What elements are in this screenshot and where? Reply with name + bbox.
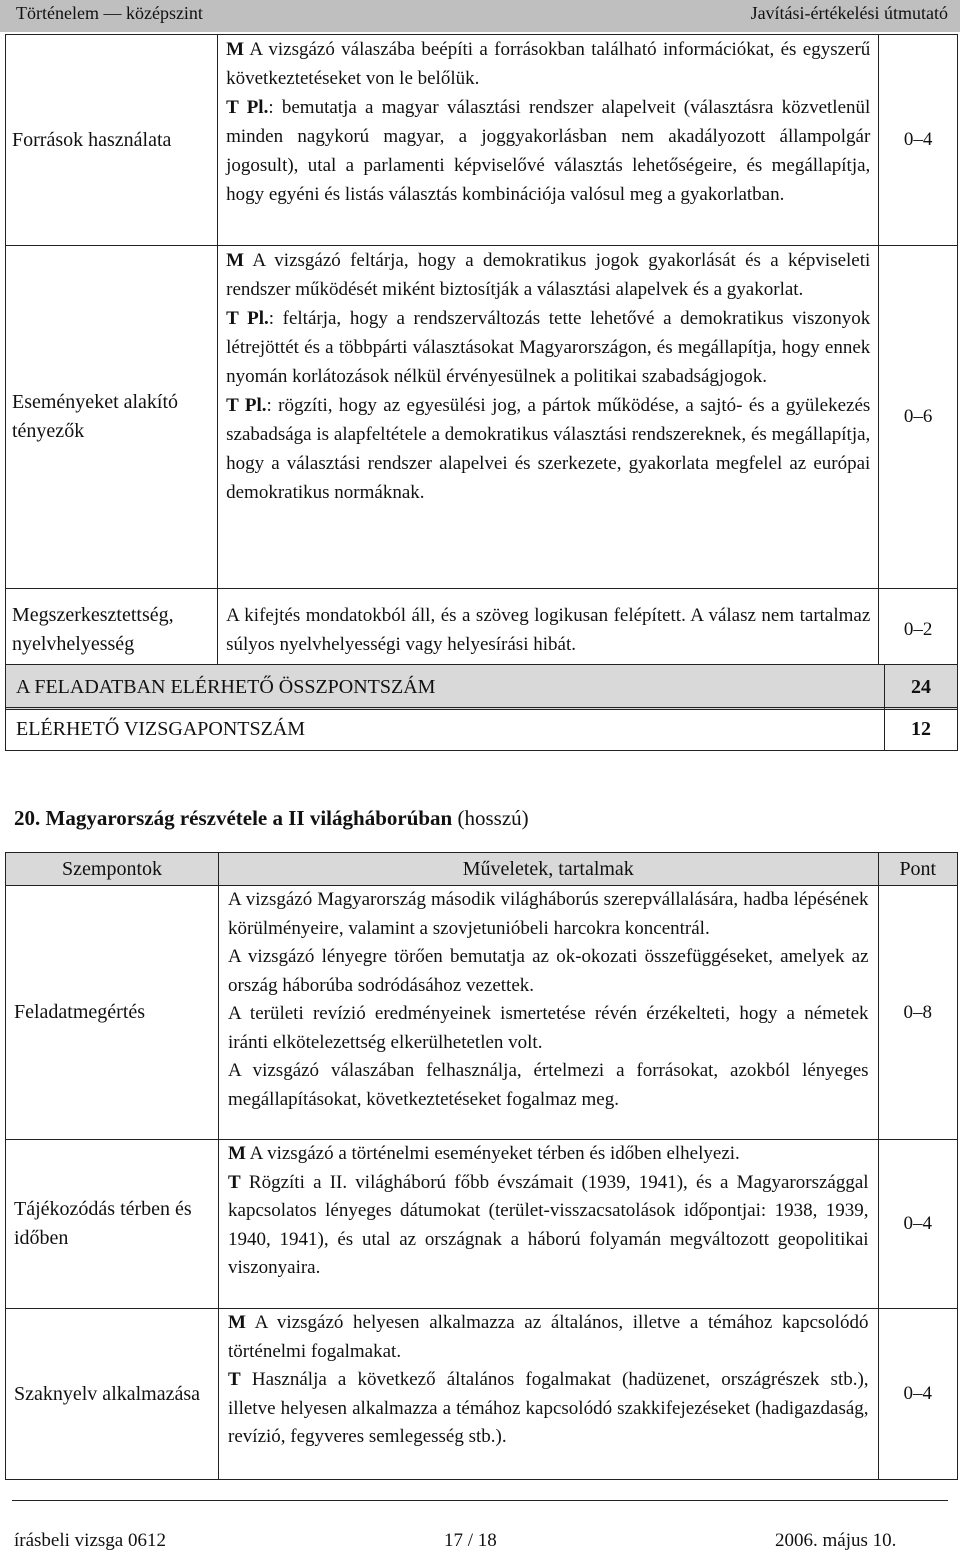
column-header: Pont	[878, 853, 957, 886]
criterion-label: Feladatmegértés	[6, 886, 219, 1140]
criterion-points: 0–4	[878, 1140, 957, 1309]
exam-points-label: ELÉRHETŐ VIZSGAPONTSZÁM	[6, 708, 885, 751]
content-paragraph: M A vizsgázó helyesen alkalmazza az általános, illetve a témához kapcsolódó történelmi fogalmakat.	[228, 1312, 869, 1362]
footer-exam-code: írásbeli vizsga 0612	[14, 1530, 166, 1551]
criterion-content	[218, 246, 879, 589]
content-paragraph: T Használja a következő általános fogalmakat (hadüzenet, országrészek stb.), illetve helyesen alkalmazza a témához kapcsolódó szakkifejezéseket (hadigazdaság, revízió, fegyveres semlegesség stb.).	[228, 1369, 869, 1447]
table-row	[6, 589, 958, 672]
content-paragraph: T Pl.: rögzíti, hogy az egyesülési jog, a pártok működése, a sajtó- és a gyülekezés szabadsága is alapfeltétele a demokratikus választási rendszereknek, és megállapítja, hogy a választási rendszer alapelvei és szerkezete, gyakorlata megfelel az európai demokratikus normáknak.	[226, 395, 871, 503]
criterion-points: 0–4	[879, 35, 958, 246]
table-row	[6, 246, 958, 589]
table-row	[6, 886, 958, 1140]
criterion-content	[219, 886, 879, 1140]
criteria-table-19	[5, 34, 958, 672]
task-total-label: A FELADATBAN ELÉRHETŐ ÖSSZPONTSZÁM	[6, 665, 885, 710]
content-paragraph: T Pl.: feltárja, hogy a rendszerváltozás tette lehetővé a demokratikus viszonyok létrejöttét és a többpárti választásokat Magyarországon, és megállapítja, hogy ennek nyomán korlátozások nélkül érvényesülnek a politikai szabadságjogok.	[226, 308, 871, 387]
criterion-points: 0–2	[879, 589, 958, 672]
criterion-content	[219, 1309, 879, 1480]
criterion-points: 0–4	[878, 1309, 957, 1480]
criterion-label: Szaknyelv alkalmazása	[6, 1309, 219, 1480]
criterion-content	[218, 589, 879, 672]
footer-divider	[12, 1500, 948, 1501]
criteria-table-20	[5, 852, 958, 1480]
page-header	[0, 0, 960, 32]
criterion-points: 0–8	[878, 886, 957, 1140]
task-title: 20. Magyarország részvétele a II világháborúban (hosszú)	[14, 806, 529, 830]
criterion-label: Eseményeket alakító tényezők	[6, 246, 218, 589]
content-paragraph: M A vizsgázó válaszába beépíti a forrásokban található információkat, és egyszerű következtetéseket von le belőlük.	[226, 39, 871, 89]
content-paragraph: A területi revízió eredményeinek ismertetése révén érzékelteti, hogy a németek iránti elkötelezettség elkerülhetetlen volt.	[228, 1003, 869, 1053]
criterion-label: Források használata	[6, 35, 218, 246]
criterion-label: Megszerkesztettség, nyelvhelyesség	[6, 589, 218, 672]
content-paragraph: A kifejtés mondatokból áll, és a szöveg logikusan felépített. A válasz nem tartalmaz súlyos nyelvhelyességi vagy helyesírási hibát.	[226, 605, 871, 655]
content-paragraph: M A vizsgázó a történelmi eseményeket térben és időben elhelyezi.	[228, 1143, 740, 1164]
criterion-content	[218, 35, 879, 246]
content-paragraph: A vizsgázó válaszában felhasználja, értelmezi a forrásokat, azokból lényeges megállapításokat, következtetéseket fogalmaz meg.	[228, 1060, 869, 1110]
exam-points-value: 12	[885, 708, 958, 751]
footer-date: 2006. május 10.	[775, 1530, 897, 1551]
table-row	[6, 1140, 958, 1309]
content-paragraph: M A vizsgázó feltárja, hogy a demokratikus jogok gyakorlását és a képviseleti rendszer működését miként biztosítják a választási alapelvek és a gyakorlat.	[226, 250, 871, 300]
content-paragraph: A vizsgázó lényegre törően bemutatja az ok-okozati összefüggéseket, amelyek az ország háborúba sodródásához vezettek.	[228, 946, 869, 996]
table-row	[6, 35, 958, 246]
task-total-row	[5, 664, 958, 710]
footer-page-number: 17 / 18	[444, 1530, 497, 1551]
column-header: Szempontok	[6, 853, 219, 886]
table-row	[6, 1309, 958, 1480]
table-header-row	[6, 853, 958, 886]
column-header: Műveletek, tartalmak	[219, 853, 879, 886]
task-total-value: 24	[885, 665, 958, 710]
criterion-label: Tájékozódás térben és időben	[6, 1140, 219, 1309]
criterion-content	[219, 1140, 879, 1309]
header-subject: Történelem — középszint	[16, 3, 203, 23]
criterion-points: 0–6	[879, 246, 958, 589]
content-paragraph: A vizsgázó Magyarország második világháborús szerepvállalására, hadba lépésének körülményeire, valamint a szovjetunióbeli harcokra koncentrál.	[228, 889, 869, 939]
header-doc-type: Javítási-értékelési útmutató	[750, 3, 948, 23]
content-paragraph: T Pl.: bemutatja a magyar választási rendszer alapelveit (választásra közvetlenül minden nagykorú magyar, a joggyakorlásban nem akadályozott állampolgár jogosult), utal a parlamenti képviselővé választás lehetőségeire, és megállapítja, hogy egyéni és listás választás kombinációja valósul meg a gyakorlatban.	[226, 97, 871, 205]
exam-points-row	[5, 707, 958, 751]
content-paragraph: T Rögzíti a II. világháború főbb évszámait (1939, 1941), és a Magyarországgal kapcsolatos lényeges dátumokat (terület-visszacsatolások időpontjai: 1938, 1939, 1940, 1941), és utal az országnak a háború folyamán megváltozott geopolitikai viszonyaira.	[228, 1171, 869, 1278]
